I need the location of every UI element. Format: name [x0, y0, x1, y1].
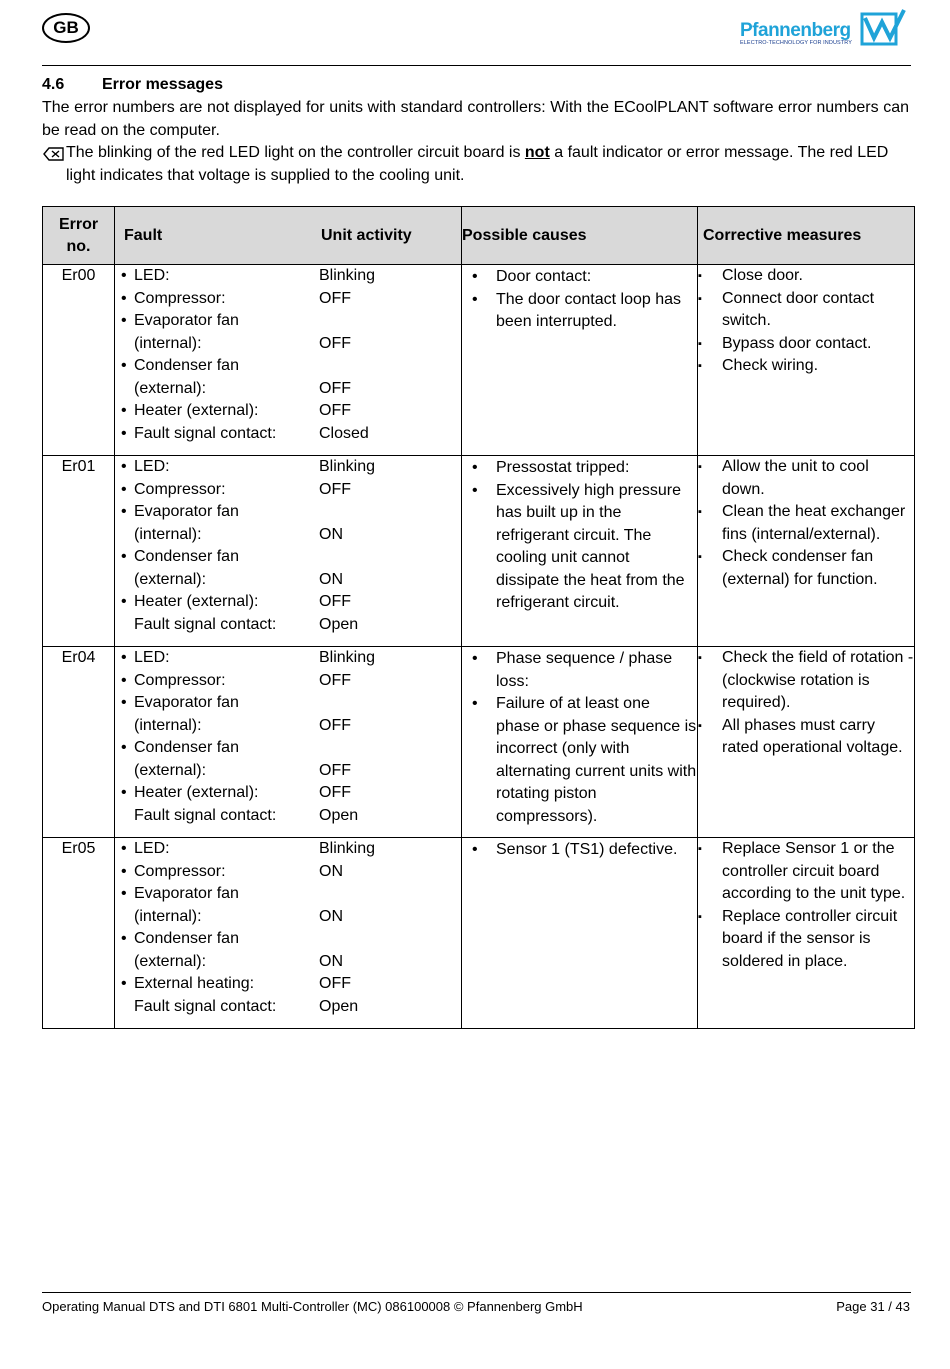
causes-cell [462, 456, 698, 647]
intro-paragraph: The error numbers are not displayed for units with standard controllers: With the ECoolPLANT software error numbers can be read on the computer. [42, 99, 909, 139]
fault-label-text: (external): [134, 570, 207, 588]
fault-label-text: Fault signal contact: [134, 997, 277, 1015]
error-code-cell [43, 838, 115, 1029]
header-no-label: no. [66, 237, 91, 255]
cause-item: • Failure of at least one phase or phase sequence is incorrect (only with alternating current units with rotating piston compressors). [470, 693, 697, 828]
measure-item: ▪ Bypass door contact. [698, 333, 914, 356]
unit-activity-value: Open [319, 806, 359, 824]
bullet-icon: • [121, 784, 127, 801]
cause-item: • The door contact loop has been interrupted. [470, 289, 697, 334]
measure-item: ▪ Clean the heat exchanger fins (internal/external). [698, 501, 914, 546]
table-header-row [43, 207, 915, 265]
cause-item: • Door contact: [470, 266, 697, 289]
bullet-icon: • [121, 649, 127, 666]
fault-label [121, 355, 319, 378]
note-paragraph [42, 142, 909, 187]
footer-page-number: Page 31 / 43 [836, 1299, 910, 1314]
error-code: Er01 [61, 458, 96, 475]
footer-document-info: Operating Manual DTS and DTI 6801 Multi-Controller (MC) 086100008 © Pfannenberg GmbH [42, 1299, 583, 1314]
bullet-icon: • [121, 312, 127, 329]
bullet-icon: • [121, 862, 127, 880]
fault-label-text: (external): [134, 379, 207, 397]
bullet-icon: • [121, 671, 127, 689]
error-code: Er04 [61, 649, 96, 666]
measures-cell [698, 456, 915, 647]
unit-activity-value: Blinking [319, 267, 376, 284]
note-text-before: The blinking of the red LED light on the controller circuit board is [66, 144, 525, 161]
section-heading [42, 76, 223, 94]
fault-label-text: Evaporator fan [134, 312, 239, 329]
fault-label [121, 423, 319, 446]
unit-activity-value: OFF [319, 784, 351, 801]
fault-label [121, 883, 319, 906]
unit-activity-value: OFF [319, 671, 351, 689]
fault-cell [115, 838, 462, 1029]
header-error-label: Error [58, 215, 99, 233]
note-text-after: a fault indicator or error message. The red LED light indicates that voltage is supplied to the cooling unit. [66, 144, 889, 184]
cause-item: • Excessively high pressure has built up in the refrigerant circuit. The cooling unit cannot dissipate the heat from the refrigerant circuit. [470, 480, 697, 615]
measure-item: ▪ Replace controller circuit board if the sensor is soldered in place. [698, 906, 914, 974]
unit-activity-value: OFF [319, 480, 351, 498]
error-code: Er00 [61, 267, 96, 284]
fault-label-text: LED: [134, 840, 170, 857]
unit-activity-value: ON [319, 525, 343, 543]
logo-tagline: ELECTRO-TECHNOLOGY FOR INDUSTRY [740, 40, 852, 46]
fault-label [121, 760, 319, 783]
error-code-cell [43, 265, 115, 456]
fault-label-text: Compressor: [134, 480, 226, 498]
fault-label-text: Fault signal contact: [134, 806, 277, 824]
error-messages-table [42, 206, 915, 1029]
fault-label [121, 951, 319, 974]
fault-label-text: Evaporator fan [134, 885, 239, 902]
causes-cell [462, 647, 698, 838]
unit-activity-value [319, 692, 459, 715]
fault-label-text: LED: [134, 267, 170, 284]
unit-activity-value: ON [319, 907, 343, 925]
fault-cell [115, 265, 462, 456]
causes-cell [462, 838, 698, 1029]
table-row [43, 265, 915, 456]
bullet-icon: • [121, 975, 127, 992]
bullet-icon: • [121, 267, 127, 284]
error-code-cell [43, 647, 115, 838]
fault-label-text: LED: [134, 649, 170, 666]
unit-activity-value: ON [319, 862, 343, 880]
fault-label [121, 333, 319, 356]
note-emphasis: not [524, 144, 550, 161]
unit-activity-value: OFF [319, 593, 351, 610]
fault-label [121, 378, 319, 401]
header-causes: Possible causes [462, 207, 698, 265]
measure-item: ▪ Close door. [698, 265, 914, 288]
fault-label [121, 569, 319, 592]
unit-activity-value [319, 737, 459, 760]
fault-label-text: Compressor: [134, 671, 226, 689]
unit-activity-value: Closed [319, 424, 369, 442]
fault-label-text: (internal): [134, 334, 202, 352]
fault-label [121, 715, 319, 738]
bullet-icon: • [121, 840, 127, 857]
measures-cell [698, 838, 915, 1029]
header-fault: Fault [124, 226, 163, 244]
fault-label [121, 861, 319, 884]
measures-cell [698, 265, 915, 456]
unit-activity-value: OFF [319, 761, 351, 779]
bullet-icon: • [121, 289, 127, 307]
fault-label [121, 456, 319, 479]
bullet-icon: • [121, 357, 127, 374]
bullet-icon: • [121, 480, 127, 498]
company-logo [740, 6, 910, 46]
logo-wordmark: Pfannenberg [740, 20, 851, 41]
error-code-cell [43, 456, 115, 647]
measure-item: ▪ Connect door contact switch. [698, 288, 914, 333]
fault-label-text: (external): [134, 761, 207, 779]
fault-label [121, 647, 319, 670]
table-row [43, 838, 915, 1029]
fault-label [121, 805, 319, 828]
fault-label-text: Fault signal contact: [134, 424, 277, 442]
fault-label [121, 782, 319, 805]
fault-label [121, 546, 319, 569]
measure-item: ▪ All phases must carry rated operational voltage. [698, 715, 914, 760]
unit-activity-value [319, 546, 459, 569]
fault-label [121, 400, 319, 423]
fault-label-text: (internal): [134, 907, 202, 925]
fault-label-text: Heater (external): [134, 402, 259, 419]
cause-item: • Sensor 1 (TS1) defective. [470, 839, 697, 862]
fault-label-text: (external): [134, 952, 207, 970]
unit-activity-value: Open [319, 615, 359, 633]
footer-divider [42, 1292, 911, 1293]
bullet-icon: • [121, 885, 127, 902]
unit-activity-value: Blinking [319, 458, 376, 475]
table-row [43, 456, 915, 647]
unit-activity-value [319, 883, 459, 906]
fault-label [121, 906, 319, 929]
fault-label [121, 524, 319, 547]
fault-label [121, 838, 319, 861]
causes-cell [462, 265, 698, 456]
header-divider [42, 65, 911, 66]
fault-label-text: Compressor: [134, 289, 226, 307]
bullet-icon: • [121, 503, 127, 520]
unit-activity-value [319, 355, 459, 378]
fault-label-text: (internal): [134, 525, 202, 543]
bullet-icon: • [121, 930, 127, 947]
fault-label [121, 737, 319, 760]
unit-activity-value: Blinking [319, 649, 376, 666]
unit-activity-value: OFF [319, 716, 351, 734]
unit-activity-value [319, 928, 459, 951]
header-unit-activity: Unit activity [321, 226, 412, 244]
measure-item: ▪ Allow the unit to cool down. [698, 456, 914, 501]
unit-activity-value [319, 310, 459, 333]
measure-item: ▪ Replace Sensor 1 or the controller circuit board according to the unit type. [698, 838, 914, 906]
unit-activity-value: OFF [319, 289, 351, 307]
section-title: Error messages [102, 76, 223, 93]
header-measures: Corrective measures [698, 207, 915, 265]
bullet-icon: • [121, 548, 127, 565]
bullet-icon: • [121, 402, 127, 419]
fault-label [121, 501, 319, 524]
fault-label-text: Fault signal contact: [134, 615, 277, 633]
unit-activity-value: Blinking [319, 840, 376, 857]
unit-activity-value: ON [319, 570, 343, 588]
fault-label-text: Heater (external): [134, 784, 259, 801]
unit-activity-value: Open [319, 997, 359, 1015]
fault-label-text: Compressor: [134, 862, 226, 880]
measures-cell [698, 647, 915, 838]
unit-activity-value: OFF [319, 975, 351, 992]
language-badge: GB [42, 13, 90, 43]
cause-item: • Phase sequence / phase loss: [470, 648, 697, 693]
fault-label-text: External heating: [134, 975, 255, 992]
fault-label [121, 265, 319, 288]
fault-label-text: Condenser fan [134, 739, 239, 756]
fault-label [121, 670, 319, 693]
fault-label-text: Condenser fan [134, 930, 239, 947]
fault-label-text: LED: [134, 458, 170, 475]
section-number: 4.6 [42, 76, 65, 93]
header-fault-activity [115, 207, 462, 265]
fault-label [121, 479, 319, 502]
fault-label [121, 973, 319, 996]
unit-activity-value: OFF [319, 334, 351, 352]
fault-label [121, 591, 319, 614]
hand-pointing-icon [43, 146, 65, 162]
error-code: Er05 [61, 840, 96, 857]
fault-label [121, 928, 319, 951]
fault-label [121, 614, 319, 637]
measure-item: ▪ Check wiring. [698, 355, 914, 378]
header-error-no [43, 207, 115, 265]
unit-activity-value [319, 501, 459, 524]
unit-activity-value: ON [319, 952, 343, 970]
fault-label [121, 692, 319, 715]
fault-label-text: Condenser fan [134, 357, 239, 374]
fault-label-text: Condenser fan [134, 548, 239, 565]
measure-item: ▪ Check condenser fan (external) for function. [698, 546, 914, 591]
fault-label [121, 310, 319, 333]
fault-label [121, 996, 319, 1019]
fault-cell [115, 647, 462, 838]
cause-item: • Pressostat tripped: [470, 457, 697, 480]
bullet-icon: • [121, 458, 127, 475]
bullet-icon: • [121, 593, 127, 610]
fault-label-text: Heater (external): [134, 593, 259, 610]
unit-activity-value: OFF [319, 379, 351, 397]
measure-item: ▪ Check the field of rotation - (clockwise rotation is required). [698, 647, 914, 715]
fault-label-text: Evaporator fan [134, 503, 239, 520]
bullet-icon: • [121, 739, 127, 756]
fault-cell [115, 456, 462, 647]
bullet-icon: • [121, 424, 127, 442]
fault-label-text: (internal): [134, 716, 202, 734]
unit-activity-value: OFF [319, 402, 351, 419]
fault-label-text: Evaporator fan [134, 694, 239, 711]
logo-mark-icon [860, 8, 906, 46]
bullet-icon: • [121, 694, 127, 711]
fault-label [121, 288, 319, 311]
table-row [43, 647, 915, 838]
